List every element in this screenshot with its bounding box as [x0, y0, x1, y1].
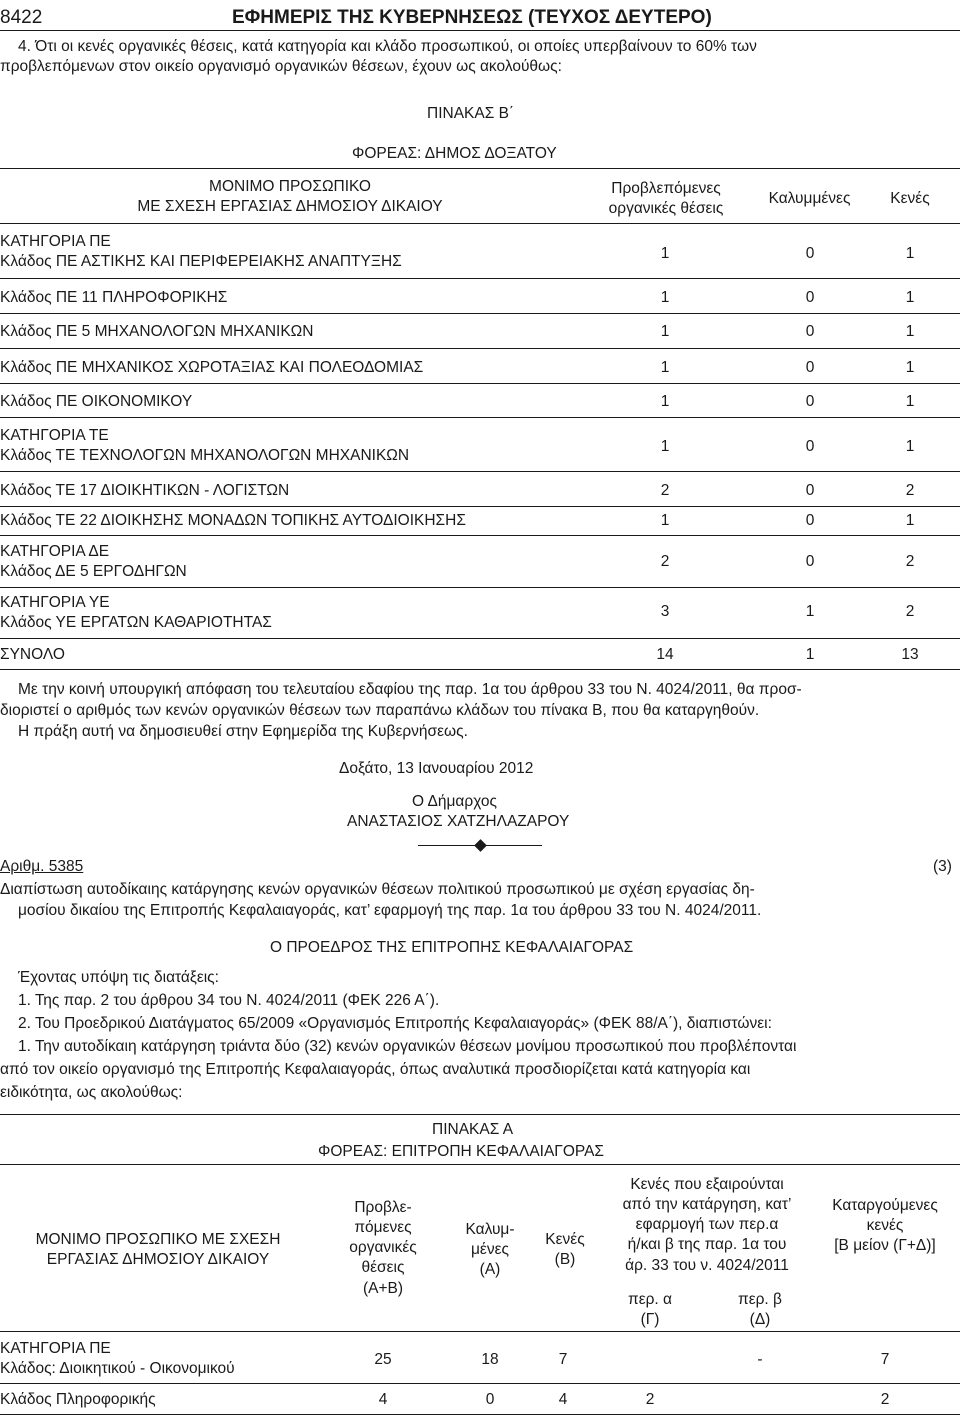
vacant-header-line: Κενές [545, 1231, 585, 1248]
table-row-label: Κλάδος ΠΕ ΟΙΚΟΝΟΜΙΚΟΥ [0, 393, 193, 410]
table-row-label: Κλάδος ΠΕ 11 ΠΛΗΡΟΦΟΡΙΚΗΣ [0, 289, 228, 306]
exempt-header-line: Κενές που εξαιρούνται [630, 1176, 784, 1193]
planned-header-line-2: οργανικές θέσεις [608, 200, 724, 218]
planned-value: 1 [660, 359, 670, 376]
exempt-header-line: ή/και β της παρ. 1α του [627, 1236, 787, 1254]
row-divider [0, 1383, 960, 1384]
planned-value: 1 [660, 323, 670, 340]
vacant-value: 1 [905, 393, 915, 410]
planned-value: 1 [660, 393, 670, 410]
mayor-name: ΑΝΑΣΤΑΣΙΟΣ ΧΑΤΖΗΛΑΖΑΡΟΥ [347, 813, 570, 830]
exempt-header-line: εφαρμογή των περ.α [635, 1216, 779, 1234]
table-b-planned-header [586, 179, 746, 219]
planned-value: 1 [660, 245, 670, 262]
filled-value: 0 [805, 359, 815, 376]
decision-line-2: διοριστεί ο αριθμός των κενών οργανικών θέσεων των παραπάνω κλάδων του πίνακα Β, που θα καταργηθούν. [0, 702, 760, 719]
vacant-value: 1 [905, 359, 915, 376]
vacant-value: 2 [905, 482, 915, 499]
planned-value: 3 [660, 603, 670, 620]
table-a-sub-b-header [715, 1290, 805, 1330]
table-a-planned-header [333, 1198, 433, 1299]
table-row-label: Κλάδος ΤΕ ΤΕΧΝΟΛΟΓΩΝ ΜΗΧΑΝΟΛΟΓΩΝ ΜΗΧΑΝΙΚΩΝ [0, 447, 410, 464]
exempt-header-line: από την κατάργηση, κατ’ [622, 1196, 792, 1214]
vacant-value: 2 [905, 553, 915, 570]
mayor-role: Ο Δήμαρχος [412, 793, 498, 810]
table-a-header-rule [0, 1331, 960, 1332]
vacant-value: 7 [558, 1351, 568, 1368]
sub-a-header-line: περ. α [628, 1291, 672, 1308]
table-b-title: ΠΙΝΑΚΑΣ Β΄ [427, 105, 515, 122]
row-divider [0, 506, 960, 507]
staff-header-line-2: ΜΕ ΣΧΕΣΗ ΕΡΓΑΣΙΑΣ ΔΗΜΟΣΙΟΥ ΔΙΚΑΙΟΥ [137, 198, 443, 216]
table-row-label: Κλάδος Πληροφορικής [0, 1391, 156, 1408]
filled-value: 0 [805, 323, 815, 340]
vacant-value: 1 [905, 512, 915, 529]
act-item-1: 1. Της παρ. 2 του άρθρου 34 του Ν. 4024/2011 (ΦΕΚ 226 Α΄). [18, 992, 440, 1009]
filled-value: 18 [481, 1351, 499, 1368]
sub-b-header-line: περ. β [738, 1291, 782, 1308]
exempt-a-value: 2 [645, 1391, 655, 1408]
staff-header-line-2: ΕΡΓΑΣΙΑΣ ΔΗΜΟΣΙΟΥ ΔΙΚΑΙΟΥ [46, 1251, 270, 1269]
exempt-header-line: άρ. 33 του ν. 4024/2011 [625, 1256, 789, 1274]
exempt-b-value: - [757, 1351, 763, 1368]
total-label: ΣΥΝΟΛΟ [0, 646, 65, 663]
table-a-sub-a-header [605, 1290, 695, 1330]
planned-header-line: οργανικές [349, 1239, 417, 1257]
filled-value: 0 [485, 1391, 495, 1408]
planned-header-line: (Α+Β) [362, 1279, 404, 1297]
table-b-filled-header: Καλυμμένες [768, 190, 851, 207]
planned-header-line: θέσεις [361, 1259, 405, 1277]
table-a-agency: ΦΟΡΕΑΣ: ΕΠΙΤΡΟΠΗ ΚΕΦΑΛΑΙΑΓΟΡΑΣ [318, 1143, 605, 1160]
table-a-abolished-header [815, 1196, 955, 1256]
decision-line-1: Με την κοινή υπουργική απόφαση του τελευταίου εδαφίου της παρ. 1α του άρθρου 33 του Ν. 4024/2011, θα προσ- [18, 681, 802, 698]
table-row-label: ΚΑΤΗΓΟΡΙΑ ΥΕ [0, 594, 110, 611]
act-title-line-1: Διαπίστωση αυτοδίκαιης κατάργησης κενών οργανικών θέσεων πολιτικού προσωπικού με σχέση εργασίας δη- [0, 881, 755, 898]
planned-value: 25 [374, 1351, 392, 1368]
vacant-value: 4 [558, 1391, 568, 1408]
vacant-value: 1 [905, 438, 915, 455]
abolished-header-line: κενές [866, 1217, 904, 1235]
vacant-value: 1 [905, 323, 915, 340]
table-a-exempt-header [592, 1175, 822, 1276]
act-finding-line-3: ειδικότητα, ως ακολούθως: [0, 1084, 183, 1101]
vacant-header-line: (Β) [554, 1251, 576, 1269]
table-a-bottom-rule [0, 1414, 960, 1415]
row-divider [0, 471, 960, 472]
place-date: Δοξάτο, 13 Ιανουαρίου 2012 [339, 760, 534, 777]
filled-value: 0 [805, 393, 815, 410]
table-row-label: ΚΑΤΗΓΟΡΙΑ ΠΕ [0, 1340, 111, 1357]
abolished-value: 2 [880, 1391, 890, 1408]
header-divider [0, 30, 960, 31]
row-divider [0, 313, 960, 314]
filled-value: 0 [805, 512, 815, 529]
act-authority: Ο ΠΡΟΕΔΡΟΣ ΤΗΣ ΕΠΙΤΡΟΠΗΣ ΚΕΦΑΛΑΙΑΓΟΡΑΣ [270, 939, 634, 956]
planned-value: 4 [378, 1391, 388, 1408]
abolished-value: 7 [880, 1351, 890, 1368]
filled-header-line: (Α) [479, 1261, 501, 1279]
row-divider [0, 417, 960, 418]
table-b-header-rule [0, 223, 960, 224]
intro-line-1: 4. Ότι οι κενές οργανικές θέσεις, κατά κατηγορία και κλάδο προσωπικού, οι οποίες υπερβαίνουν το 60% των [18, 38, 757, 55]
row-divider [0, 383, 960, 384]
table-row-label: ΚΑΤΗΓΟΡΙΑ ΠΕ [0, 233, 111, 250]
filled-value: 0 [805, 438, 815, 455]
planned-value: 1 [660, 512, 670, 529]
planned-value: 2 [660, 553, 670, 570]
act-considering: Έχοντας υπόψη τις διατάξεις: [18, 969, 219, 986]
table-row-label: Κλάδος ΠΕ ΑΣΤΙΚΗΣ ΚΑΙ ΠΕΡΙΦΕΡΕΙΑΚΗΣ ΑΝΑΠΤΥΞΗΣ [0, 253, 402, 270]
total-vacant: 13 [901, 646, 919, 663]
planned-header-line: πόμενες [354, 1219, 412, 1237]
filled-value: 1 [805, 603, 815, 620]
table-a-top-rule [0, 1114, 960, 1115]
decision-line-3: Η πράξη αυτή να δημοσιευθεί στην Εφημερίδα της Κυβερνήσεως. [18, 723, 468, 740]
act-sequence: (3) [933, 858, 952, 875]
filled-header-line: μένες [471, 1241, 509, 1259]
act-number: Αριθμ. 5385 [0, 858, 84, 875]
table-row-label: Κλάδος ΠΕ 5 ΜΗΧΑΝΟΛΟΓΩΝ ΜΗΧΑΝΙΚΩΝ [0, 323, 314, 340]
filled-value: 0 [805, 482, 815, 499]
filled-value: 0 [805, 289, 815, 306]
vacant-value: 1 [905, 289, 915, 306]
vacant-value: 2 [905, 603, 915, 620]
table-row-label: Κλάδος ΤΕ 17 ΔΙΟΙΚΗΤΙΚΩΝ - ΛΟΓΙΣΤΩΝ [0, 482, 290, 499]
table-b-vacant-header: Κενές [890, 190, 930, 207]
table-a-agency-rule [0, 1164, 960, 1165]
act-finding-line-2: από τον οικείο οργανισμό της Επιτροπής Κεφαλαιαγοράς, όπως αναλυτικά προσδιορίζεται κατά κατηγορία και [0, 1061, 751, 1078]
total-filled: 1 [805, 646, 815, 663]
sub-b-header-line: (Δ) [749, 1311, 771, 1329]
row-divider [0, 638, 960, 639]
filled-header-line: Καλυμ- [465, 1221, 515, 1238]
table-row-label: Κλάδος ΤΕ 22 ΔΙΟΙΚΗΣΗΣ ΜΟΝΑΔΩΝ ΤΟΠΙΚΗΣ ΑΥΤΟΔΙΟΙΚΗΣΗΣ [0, 512, 466, 529]
planned-value: 1 [660, 438, 670, 455]
planned-header-line: Προβλε- [354, 1199, 412, 1216]
table-b-bottom-rule [0, 669, 960, 670]
intro-line-2: προβλεπόμενων στον οικείο οργανισμό οργανικών θέσεων, έχουν ως ακολούθως: [0, 58, 562, 75]
filled-value: 0 [805, 553, 815, 570]
act-item-2: 2. Του Προεδρικού Διατάγματος 65/2009 «Οργανισμός Επιτροπής Κεφαλαιαγοράς» (ΦΕΚ 88/Α΄), διαπιστώνει: [18, 1015, 772, 1032]
table-row-label: Κλάδος ΠΕ ΜΗΧΑΝΙΚΟΣ ΧΩΡΟΤΑΞΙΑΣ ΚΑΙ ΠΟΛΕΟΔΟΜΙΑΣ [0, 359, 424, 376]
page-number: 8422 [0, 7, 43, 28]
staff-header-line-1: ΜΟΝΙΜΟ ΠΡΟΣΩΠΙΚΟ [209, 178, 371, 195]
filled-value: 0 [805, 245, 815, 262]
row-divider [0, 348, 960, 349]
table-row-label: ΚΑΤΗΓΟΡΙΑ ΔΕ [0, 543, 110, 560]
table-a-staff-header [8, 1230, 308, 1270]
table-row-label: Κλάδος ΔΕ 5 ΕΡΓΟΔΗΓΩΝ [0, 563, 187, 580]
journal-title: ΕΦΗΜΕΡΙΣ ΤΗΣ ΚΥΒΕΡΝΗΣΕΩΣ (ΤΕΥΧΟΣ ΔΕΥΤΕΡΟ) [232, 7, 712, 28]
table-b-agency: ΦΟΡΕΑΣ: ΔΗΜΟΣ ΔΟΞΑΤΟΥ [352, 145, 557, 162]
vacant-value: 1 [905, 245, 915, 262]
table-row-label: Κλάδος ΥΕ ΕΡΓΑΤΩΝ ΚΑΘΑΡΙΟΤΗΤΑΣ [0, 614, 272, 631]
planned-value: 2 [660, 482, 670, 499]
row-divider [0, 535, 960, 536]
row-divider [0, 278, 960, 279]
table-row-label: ΚΑΤΗΓΟΡΙΑ ΤΕ [0, 427, 109, 444]
row-divider [0, 587, 960, 588]
staff-header-line-1: ΜΟΝΙΜΟ ΠΡΟΣΩΠΙΚΟ ΜΕ ΣΧΕΣΗ [35, 1231, 281, 1248]
total-planned: 14 [656, 646, 674, 663]
table-a-title: ΠΙΝΑΚΑΣ Α [432, 1121, 514, 1138]
act-title-line-2: μοσίου δικαίου της Επιτροπής Κεφαλαιαγοράς, κατ’ εφαρμογή της παρ. 1α του άρθρου 33 του Ν. 4024/2011. [18, 902, 762, 919]
separator-diamond-icon [474, 839, 487, 852]
table-b-staff-header [110, 177, 470, 217]
table-row-label: Κλάδος: Διοικητικού - Οικονομικού [0, 1360, 235, 1377]
planned-header-line-1: Προβλεπόμενες [611, 180, 721, 197]
act-finding-line-1: 1. Την αυτοδίκαιη κατάργηση τριάντα δύο (32) κενών οργανικών θέσεων μονίμου προσωπικού που προβλέπονται [18, 1038, 797, 1055]
abolished-header-line: [Β μείον (Γ+Δ)] [834, 1237, 936, 1255]
table-b-top-rule [0, 168, 960, 169]
planned-value: 1 [660, 289, 670, 306]
abolished-header-line: Καταργούμενες [832, 1197, 938, 1214]
sub-a-header-line: (Γ) [640, 1311, 660, 1329]
